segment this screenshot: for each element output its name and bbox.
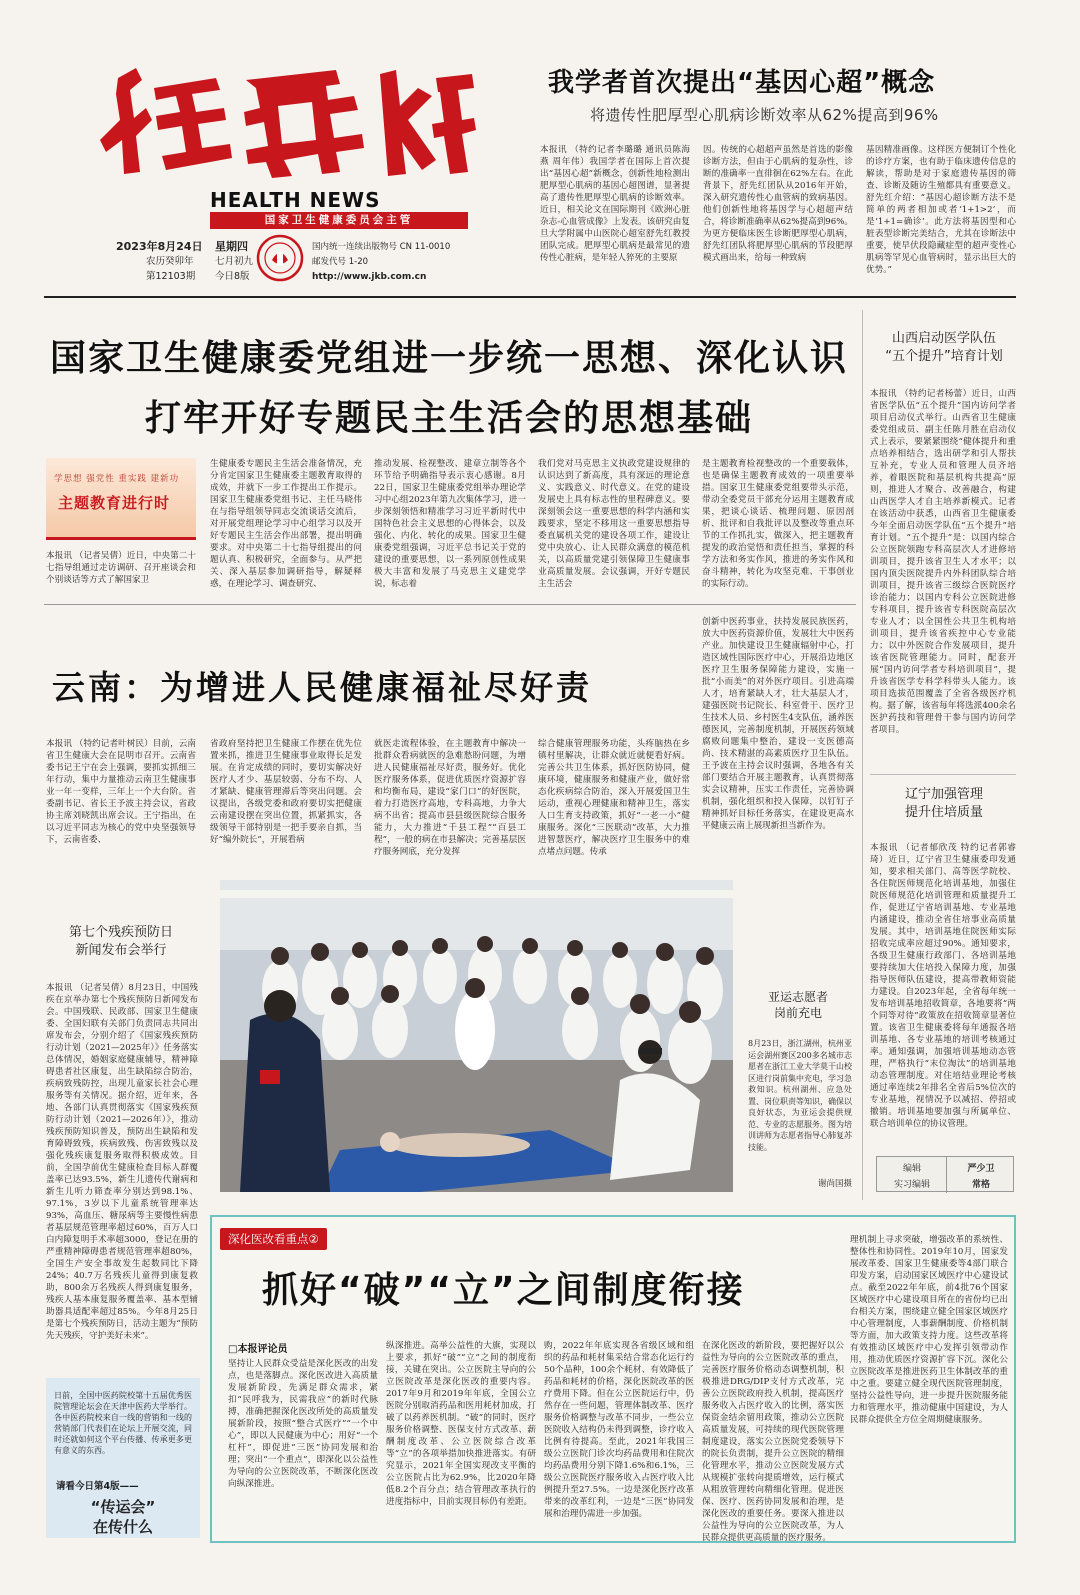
issue-date: 2023年8月24日 xyxy=(116,240,203,253)
lead-headline-line1: 国家卫生健康委党组进一步统一思想、深化认识 xyxy=(49,338,848,379)
shanxi-title-line2: “五个提升”培育计划 xyxy=(885,349,1003,364)
lead-col4: 我们党对马克思主义执政党建设规律的认识达到了新高度，具有深远的理论意义、实践意义、时代意义。在党的建设发展史上具有标志性的里程碑意义。要深刻领会这一重要思想的科学内涵和实践要求，坚定不移用这一重要思想指导委直属机关党的建设各项工作，建设让党中央放心、让人民群众满意的模范机关，以高质量党建引领保障卫生健康事业高质量发展。会议强调，开好专题民主生活会 xyxy=(538,459,690,589)
postal-code: 1-20 xyxy=(348,257,369,267)
shanxi-title-line1: 山西启动医学队伍 xyxy=(891,331,996,346)
intern-label: 实习编辑 xyxy=(893,1180,930,1190)
postal-label: 邮发代号 xyxy=(312,257,347,267)
editor-credits xyxy=(876,1156,1014,1192)
top-story-col2: 因。传统的心超超声虽然是首选的影像诊断方法，但由于心肌病的复杂性，诊断的准确率一直徘徊在62%左右。在此背景下，舒先红团队从2016年开始，深入研究遗传性心血管病的致病基因。他们创新性地将基因学与心超超声结合，将诊断准确率从62%提高到96%。为更方便临床医生诊断肥厚型心肌病，舒先红团队将肥厚型心肌病的节段肥厚模式画出来，给每一种致病 xyxy=(703,145,853,263)
divider xyxy=(44,604,856,605)
promo-body: 日前，全国中医药院校第十五届优秀医院管理论坛会在天津中医药大学举行。各中医药院校来自一线的营销和一线的营销部门代表们在论坛上开展交流，同时还就如何这个平台传播、传承更多更有意义的东西。 xyxy=(54,1391,192,1455)
reform-col2: 纵深推进。高举公益性的大旗，实现以上要求，抓好“破”“立”之间的制度衔接，关键在突出。公立医院主导向的公立医院改革是深化医改的重要内容。2017年9月和2019年年底，全国公立医院分别取消药品和医用耗材加成，打破了以药养医机制。“破”的同时，医疗服务价格调整、医保支付方式改革、薪酬制度改革、公立医院综合改革等“立”的各项举措加快推进落实。有研究显示，2021年全国实现改支平衡的公立医院占比为62.9%，比2020年降低8.2个百分点；结合管理改革执行的进度指标中，目前实现目标仍有差距。 xyxy=(386,1341,536,1507)
disability-body: 本报讯 （记者吴倩）8月23日，中国残疾在京举办第七个残疾预防日新闻发布会。中国残联、民政部、国家卫生健康委、全国妇联有关部门负责同志共同出席发布会，分别介绍了《国家残疾预防行动计划（2021—2025年）》任务落实总体情况，婚姻家庭健康辅导，精神障碍患者社区康复，出生缺陷综合防治，疾病致残防控，出现儿童家长社会心理服务等有关情况。据介绍，近年来，各地、各部门认真贯彻落实《国家残疾预防行动计划（2021—2026年）》，推动残疾预防知识普及，预防出生缺陷和发育障碍致残，疾病致残、伤害致残以及强化残疾康复服务取得积极成效。目前，全国孕前优生健康检查目标人群覆盖率已达93.5%，新生儿遗传代谢病和新生儿听力筛查率分别达到98.1%、97.1%，3岁以下儿童系统管理率达93%，高血压、糖尿病等主要慢性病患者基层规范管理率超过60%，百万人口白内障复明手术率超3000，登记在册的严重精神障碍患者规范管理率超80%，全国生产安全事故发生起数同比下降24%；40.7万名残疾儿童得到康复救助，800余万名残疾人得到康复服务，残疾人基本康复服务覆盖率、基本型辅助器具适配率超过85%。今年8月25日是第七个残疾预防日，活动主题为“预防先天残疾，守护美好未来”。 xyxy=(46,983,198,1341)
page-count: 今日8版 xyxy=(215,271,250,282)
lead-col2: 生健康委专题民主生活会准备情况，充分肯定国家卫生健康委主题教育取得的成效，并就下一步工作提出工作提示。国家卫生健康委党组书记、主任马晓伟在与指导组领导同志交流谈话交流后，对开展党组理论学习中心组学习以及开好专题民主生活会作出部署，提出明确要求。对中央第二十七指导组提出的问题认真、积极研究，全面参与。从严把关、深入基层参加调研指导，解疑释惑，在理论学习、调查研究、 xyxy=(210,459,362,589)
website-link[interactable]: http://www.jkb.com.cn xyxy=(312,272,427,282)
reform-headline: 抓好“破”“立”之间制度衔接 xyxy=(262,1270,745,1311)
disability-title-line1: 第七个残疾预防日 xyxy=(68,925,173,940)
reform-col3: 购，2022年年底实现各省级区域和组织的药品和耗材集采结合常态化运行约50个品种，100余个耗材、有效降低了药品和耗材的价格，深化医院改革的医疗费用下降。但在公立医院运行中，仍然存在一些问题，管理体制改革、医疗服务价格调整与改革不同步，一些公立医院收入结构仍未得到调整，诊疗收入比例有待提高。至此，2021年我国三级公立医院门诊次均药品费用和住院次均药品费用分别下降1.6%和6.1%，三级公立医院医疗服务收入占医疗收入比例提升至27.5%。一边是深化医疗改革带来的改革红利，一边是“三医”协同发展和治理仍需进一步加强。 xyxy=(544,1341,694,1519)
liaoning-title-line2: 提升住培质量 xyxy=(904,805,983,820)
cn-label: 国内统一连续出版物号 xyxy=(312,242,398,252)
lead-col1: 本报讯 （记者吴倩）近日，中央第二十七指导组通过走访调研、召开座谈会和个别谈话等方式了解国家卫 xyxy=(46,551,196,585)
promo-box[interactable] xyxy=(46,1378,200,1538)
top-story-subtitle: 将遗传性肥厚型心肌病诊断效率从62%提高到96% xyxy=(590,106,939,124)
editor-label: 编辑 xyxy=(902,1164,921,1174)
masthead-english: HEALTH NEWS xyxy=(210,188,381,212)
reform-col4: 在深化医改的新阶段，要把握好以公益性为导向的公立医院改革的重点，完善医疗服务价格动态调整机制，积极推进DRG/DIP支付方式改革，完善公立医院政府投入机制，提高医疗服务收入占医疗收入的比例，落实医保资金结余留用政策，推动公立医院高质量发展，可持续的现代医院管理制度建设，落实公立医院党委领导下的院长负责制，提升公立医院的精细化管理水平，推动公立医院发展方式从规模扩张转向提质增效，运行模式从粗放管理转向精细化管理。促进医保、医疗、医药协同发展和治理，是深化医改的重要任务。要深入推进以公益性为导向的公立医院改革，为人民群众提供更高质量的医疗服务。 xyxy=(702,1341,844,1543)
shanxi-body: 本报讯 （特约记者杨蕾）近日，山西省医学队伍“五个提升”国内访问学者项目启动仪式举行。山西省卫生健康委党组成员、副主任陈月胜在启动仪式上表示，要紧紧围绕“健体提升和重点培养相结合，选出研学和引人帮扶互补充，专业人员和管理人员齐培养，着眼医院和基层机构共提高”原则，推进人才聚合、改善融合，构建山西医学人才自主培养新模式。记者在该活动中获悉，山西省卫生健康委今年全面启动医学队伍“五个提升”培育计划。“五个提升”是：以国内综合公立医院领跑专科高层次人才进修培训项目，提升该省卫生人才水平；以国内顶尖医院提升内外科团队综合培训项目，提升该省三级综合医院医疗诊治能力；以国内专科公立医院进修专科项目，提升该省专科医院高层次专业人才；以全国性公共卫生机构培训项目，提升该省疾控中心专业能力；以中外医院合作发展项目，提升该省医院管理能力。同时，配套开展“国内访问学者专科培训项目”，提升该省医学专科学科带头人能力。该项目选拔范围覆盖了全省各级医疗机构。据了解，该省每年将选派400余名医护药技和管理骨干参与国内访问学者项目。 xyxy=(870,389,1016,735)
divider xyxy=(44,296,1016,298)
theme-education-badge xyxy=(46,458,196,540)
sidebar-divider xyxy=(862,310,863,1200)
lead-headline-line2: 打牢开好专题民主生活会的思想基础 xyxy=(144,398,753,439)
yunnan-col1: 本报讯 （特约记者叶树民）目前，云南省卫生健康大会在昆明市召开。云南省委书记王宁在会上强调，要抓实抓细三年行动，集中力量推动云南卫生健康事业一年一变样，三年上一个大台阶。省委副书记、省长王予波主持会议，省政协主席刘晓凯出席会议。王宁指出，在以习近平同志为核心的党中央坚强领导下，云南省委、 xyxy=(46,739,196,845)
top-story-col1: 本报讯 （特约记者李璐璐 通讯员陈海燕 周年伟）我国学者在国际上首次提出“基因心超”新概念，创新性地检测出肥厚型心肌病的基因心超图谱，显著提高了遗传性肥厚型心肌病的诊断效率。近日，相关论文在国际期刊《欧洲心脏杂志-心血管成像》上发表。该研究由复旦大学附属中山医院心超室舒先红教授团队完成。肥厚型心肌病是最常见的遗传性心脏病，是年轻人猝死的主要原 xyxy=(540,145,690,263)
lead-col5: 是主题教育检视整改的一个重要载体，也是确保主题教育成效的一项重要举措。国家卫生健康委党组要带头示范，带动全委党员干部充分运用主题教育成果，把谈心谈话、梳理问题、原因剖析、批评和自我批评以及整改等重点环节的工作抓扎实，做深入，把主题教育提发的政治觉悟和责任担当，掌握的科学方法和务实作风，推进的务实作风和奋斗精神，转化为攻坚克难、干事创业的实际行动。 xyxy=(702,459,854,589)
yunnan-col5: 创新中医药事业，扶持发展民族医药，放大中医药资源价值，发展壮大中医药产业。加快建设卫生健康辐射中心，打造区域性国际医疗中心，开展沿边地区医疗卫生服务保障能力建设，实施一批“小而美”的对外医疗项目。引进高端人才，培育紧缺人才，壮大基层人才，建强医院书记院长、科室骨干、医疗卫生技术人员、乡村医生4支队伍，涵养医德医风，完善制度机制，开展医药领域腐败问题集中整治，建设一支医德高尚、技术精湛的高素质医疗卫生队伍。王予波在主持会议时强调，各地各有关部门要结合开展主题教育，认真贯彻落实会议精神，压实工作责任，完善协调机制，强化组织和投入保障，以钉钉子精神抓好目标任务落实，在建设更高水平健康云南上展现新担当新作为。 xyxy=(702,617,854,831)
badge-title: 主题教育进行时 xyxy=(58,494,171,512)
editor-name: 严少卫 xyxy=(967,1164,995,1174)
photo-credit: 谢尚国摄 xyxy=(817,1179,852,1189)
top-story-col3: 基因精准画像。这样医方便制订个性化的诊疗方案，也有助于临床遗传信息的解读，帮助是对于家庭遗传基因的筛查、诊断及随访生殖都具有重要意义。舒先红介绍：“基因心超诊断方法不是简单的两者相加或者‘1+1>2’，而是‘1+1=确诊’。此方法将基因型和心脏表型诊断完美结合，尤其在诊断法中重要，使早伏段隐藏症型的超声变性心肌病等罕见心血管病时，显示出巨大的优势。” xyxy=(866,145,1016,275)
lunar-label: 农历癸卯年 xyxy=(146,256,194,267)
promo-link[interactable]: 请看今日第4版—— xyxy=(56,1481,139,1492)
masthead-logo xyxy=(96,60,476,180)
reform-col1: 坚持让人民群众受益是深化医改的出发点，也是落脚点。深化医改进入高质量发展新阶段，先满足群众需求，紧扣“民呼我为，民需我应”的新时代脉搏，准确把握深化医改所处的高质量发展新阶段，按照“整合式医疗”“一个中心”，即以人民健康为中心；用好“一个杠杆”，即促进“三医”协同发展和治理；突出“一个重点”，即深化以公益性为导向的公立医院改革，不断深化医改向纵深推进。 xyxy=(228,1359,378,1489)
cn-number: CN 11-0010 xyxy=(399,242,451,252)
yunnan-col4: 综合健康管理服务功能，头疼脑热在乡镇村里解决，让群众就近就便看好病。完善公共卫生体系，抓好医防协同，健康环境，健康服务和健康产业，做好常态化疾病综合防治，深入开展爱国卫生运动，重视心理健康和精神卫生，落实人口生育支持政策，抓好“一老一小”健康服务。深化“三医联动”改革，大力推进智慧医疗，解决医疗卫生服务中的难点堵点问题。传承 xyxy=(538,739,690,857)
liaoning-title-line1: 辽宁加强管理 xyxy=(904,787,983,802)
promo-title-line2: 在传什么 xyxy=(92,1518,153,1536)
yunnan-col3: 就医走流程体验，在主题教育中解决一批群众看病就医的急难愁盼问题，为增进人民健康福祉尽好责，服务好。优化医疗服务体系，促进优质医疗资源扩容和均衡布局，建设“家门口”的好医院，着力打造医疗高地，专科高地，力争大病不出省；提高市县县级医院综合服务能力，大力推进“千县工程”“百县工程”，一般的病在市县解决；完善基层医疗服务网底，充分发挥 xyxy=(374,739,526,857)
reform-col5: 理机制上寻求突破，增强改革的系统性、整体性和协同性。2019年10月，国家发展改革委、国家卫生健康委等4部门联合印发方案，启动国家区域医疗中心建设试点。截至2022年年底，前4批76个国家区域医疗中心建设项目所在的省份均已出台相关方案，围绕建立健全国家区域医疗中心管理制度，人事薪酬制度、价格机制等方面，加大政策支持力度。这些改革将有效推动区域医疗中心发挥引领带动作用，推动优质医疗资源扩容下沉。深化公立医院改革是推进医药卫生体制改革的重中之重。要建立健全现代医院管理制度，坚持公益性导向，进一步提升医院服务能力和管理水平，推动健康中国建设，为人民群众提供全方位全周期健康服务。 xyxy=(850,1235,1008,1425)
masthead-sponsor: 国家卫生健康委员会主管 xyxy=(210,212,468,229)
photo-caption: 8月23日，浙江湖州，杭州亚运会湖州赛区200多名城市志愿者在浙江工业大学莫干山校区进行岗前集中充电，学习急救知识。杭州湖州、应急处置、岗位职责等知识，确保以良好状态，为亚运会提供规范、专业的志愿服务。图为培训讲师为志愿者指导心肺复苏技能。 xyxy=(748,1039,852,1152)
intern-name: 常格 xyxy=(971,1180,990,1190)
issue-number: 第12103期 xyxy=(146,271,196,282)
disability-title-line2: 新闻发布会举行 xyxy=(75,943,167,958)
promo-title-line1: “传运会” xyxy=(90,1498,156,1516)
badge-slogan: 学思想 强党性 重实践 建新功 xyxy=(54,474,180,484)
newspaper-seal-icon xyxy=(256,234,304,282)
reform-series-tag: 深化医改看重点② xyxy=(220,1228,327,1250)
liaoning-body: 本报讯 （记者郁欣茂 特约记者郭睿琦）近日，辽宁省卫生健康委印发通知，要求相关部门、高等医学院校、各住院医师规范化培训基地，加强住院医师规范化培训管理和质量提升工作，促进辽宁省培训基地、专业基地内涵建设，推动全省住培事业高质量发展。其中，培训基地住院医师实际招收完成率应超过90%。通知要求，各级卫生健康行政部门、各培训基地要持续加大住培投入保障力度，加强指导医师队伍建设，提高带教师资能力建设。自2023年起，全省每年统一发布培训基地招收简章，各地要将“两个同等对待”政策放在招收简章显著位置。该省卫生健康委将每年通报各培训基地、各专业基地的培训考核通过率。通知强调，加强培训基地动态管理，严格执行“末位淘汰”的培训基地动态管理制度。对住培结业理论考核通过率连续2年排名全省后5%位次的专业基地，视情况予以减招、停招或撤销。培训基地要加强与所属单位、联合培训单位的协议管理。 xyxy=(870,843,1016,1129)
issue-weekday: 星期四 xyxy=(215,240,248,253)
yunnan-col2: 省政府坚持把卫生健康工作摆在优先位置来抓，推进卫生健康事业取得长足发展。在肯定成绩的同时，要切实解决好医疗人才少、基层较弱、分布不均、人才紧缺、健康管理滞后等突出问题。会议提出，各级党委和政府要切实把健康云南建设摆在突出位置，抓紧抓实，各级领导干部特别是一把手要亲自抓，当好“编外院长”，开展看病 xyxy=(210,739,362,845)
yunnan-headline: 云南：为增进人民健康福祉尽好责 xyxy=(52,668,592,707)
photo-caption-title-line1: 亚运志愿者 xyxy=(767,990,828,1004)
lunar-date: 七月初九 xyxy=(215,256,254,267)
lead-col3: 推动发展、检视整改、建章立制等各个环节给予明确指导表示衷心感谢。8月22日，国家卫生健康委党组举办理论学习中心组2023年第九次集体学习，进一步深刻领悟和精准学习习近平新时代中国特色社会主义思想的心得体会，以及强化、内化、转化的成果。国家卫生健康委党组强调，习近平总书记关于党的建设的重要思想，以一系列原创性成果极大丰富和发展了马克思主义建党学说，标志着 xyxy=(374,459,526,589)
volunteer-training-photo xyxy=(220,880,733,1192)
divider xyxy=(870,774,1016,775)
top-story-title: 我学者首次提出“基因心超”概念 xyxy=(548,68,936,98)
photo-caption-title-line2: 岗前充电 xyxy=(773,1006,822,1020)
reform-author: □本报评论员 xyxy=(228,1344,288,1355)
